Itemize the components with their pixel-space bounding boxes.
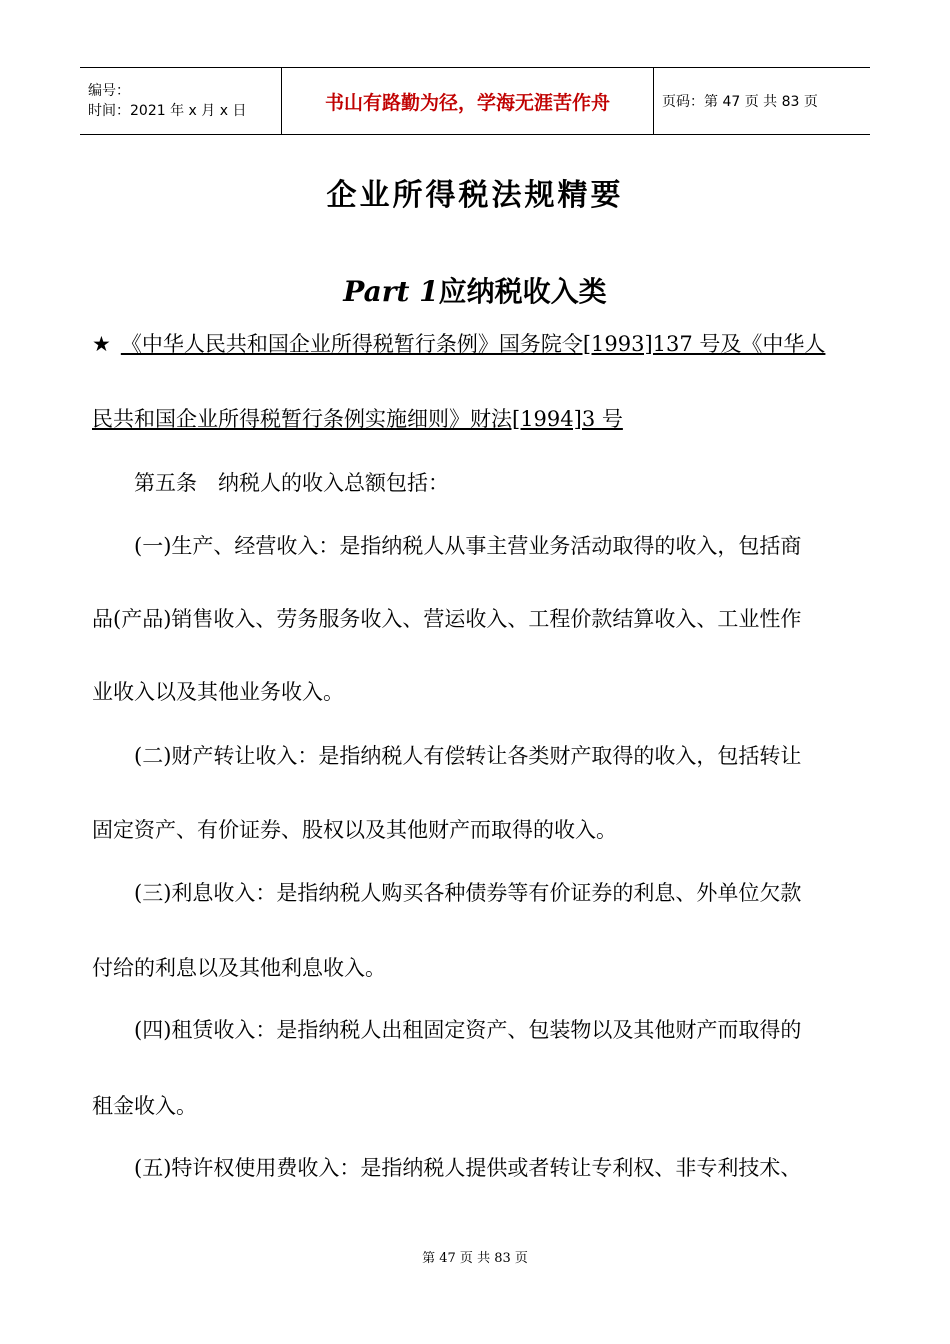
body-line: 固定资产、有价证券、股权以及其他财产而取得的收入。	[92, 818, 617, 842]
header-page-info: 页码：第 47 页 共 83 页	[654, 68, 871, 135]
part-name: 应纳税收入类	[438, 275, 607, 308]
body-line: 品(产品)销售收入、劳务服务收入、营运收入、工程价款结算收入、工业性作	[92, 607, 802, 631]
header-meta-cell	[80, 68, 282, 135]
law-reference-line-1	[92, 328, 825, 358]
body-line: 付给的利息以及其他利息收入。	[92, 956, 386, 980]
body-line: (五)特许权使用费收入：是指纳税人提供或者转让专利权、非专利技术、	[92, 1156, 802, 1180]
document-header	[80, 67, 870, 135]
body-line: (四)租赁收入：是指纳税人出租固定资产、包装物以及其他财产而取得的	[92, 1018, 802, 1042]
star-icon: ★	[92, 332, 111, 356]
body-line: (二)财产转让收入：是指纳税人有偿转让各类财产取得的收入，包括转让	[92, 744, 802, 768]
article-heading: 第五条 纳税人的收入总额包括：	[92, 471, 449, 495]
law-reference-text-1: 《中华人民共和国企业所得税暂行条例》国务院令[1993]137 号及《中华人	[120, 332, 826, 356]
header-motto: 书山有路勤为径，学海无涯苦作舟	[282, 68, 654, 135]
page-footer: 第 47 页 共 83 页	[422, 1251, 528, 1266]
document-number-label: 编号：	[88, 83, 130, 99]
body-line: 业收入以及其他业务收入。	[92, 680, 344, 704]
body-line: (三)利息收入：是指纳税人购买各种债券等有价证券的利息、外单位欠款	[92, 881, 802, 905]
law-reference-line-2: 民共和国企业所得税暂行条例实施细则》财法[1994]3 号	[92, 407, 623, 431]
document-title: 企业所得税法规精要	[326, 178, 624, 213]
body-line: 租金收入。	[92, 1094, 197, 1118]
body-line: (一)生产、经营收入：是指纳税人从事主营业务活动取得的收入，包括商	[92, 534, 802, 558]
part-heading	[0, 270, 950, 310]
part-number: Part 1	[343, 275, 439, 308]
document-time-label: 时间：2021 年 x 月 x 日	[88, 103, 247, 119]
